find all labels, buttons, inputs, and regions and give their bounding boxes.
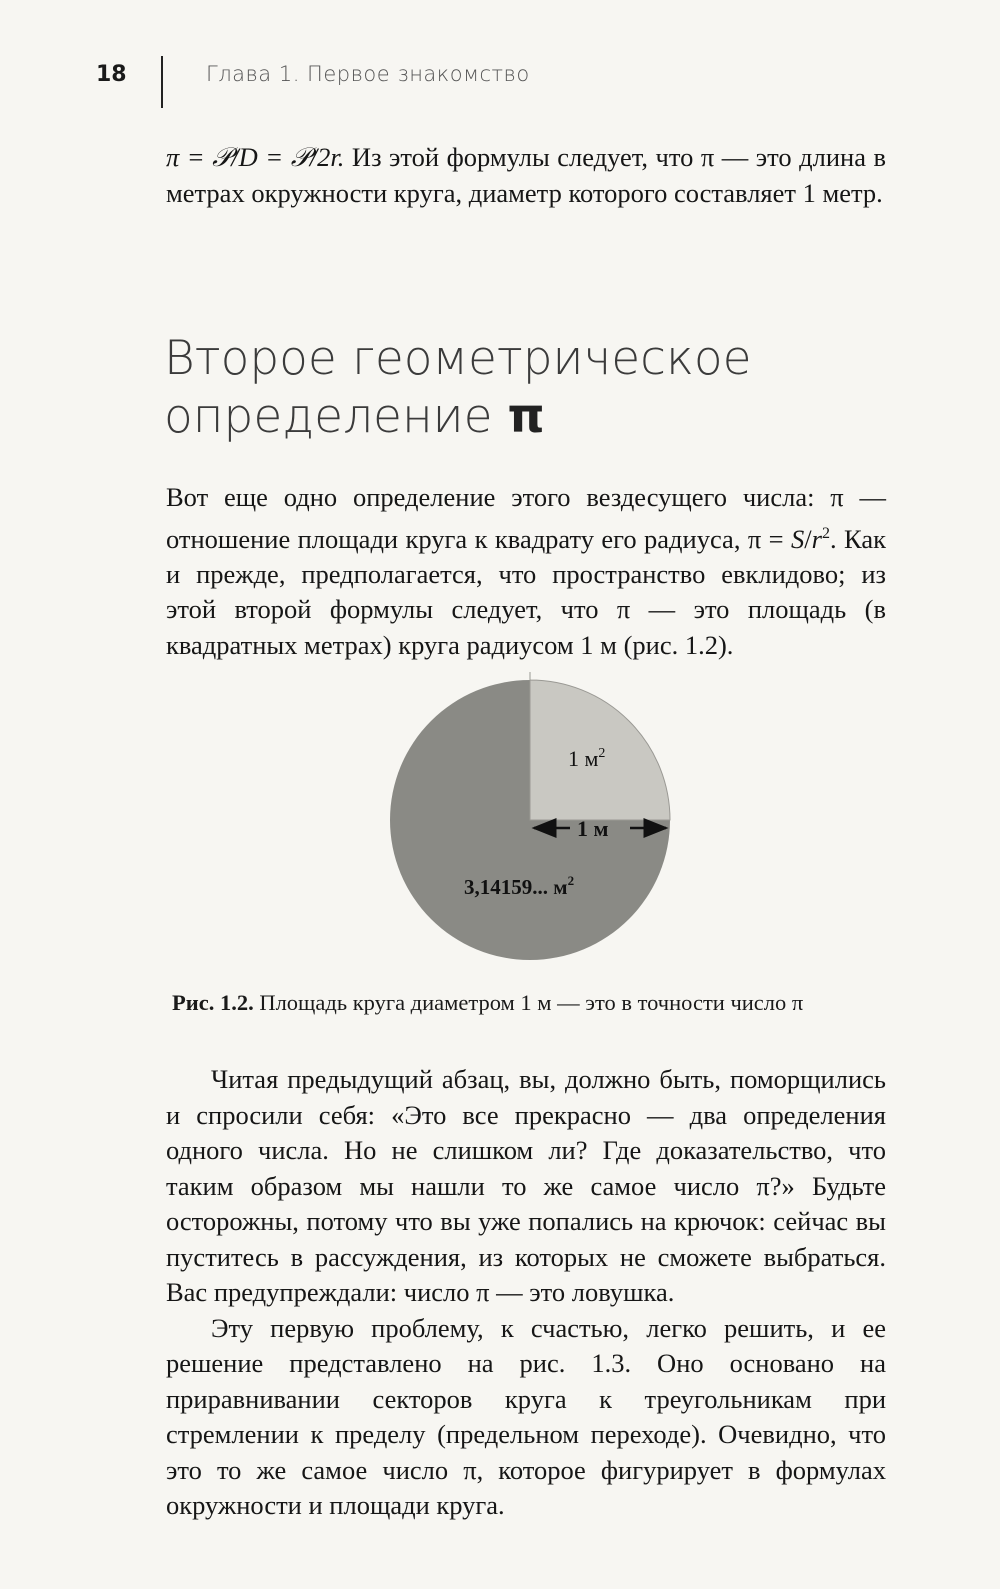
square-label: 1 $м^2$ <box>568 746 606 771</box>
formula-exponent: 2 <box>821 524 830 542</box>
area-label: 3,14159... $м^2$ <box>464 873 575 899</box>
paragraph-doubt: Читая предыдущий абзац, вы, должно быть, поморщились и спросили себя: «Это все прекрасно — два определения одного числа. Но не слишком ли? Где доказательство, что таким образом мы нашли то же самое число π?» Будьте осторожны, потому что вы уже попались на крючок: сейчас вы пуститесь в рассуждения, из которых не сможете выбраться. Вас предупреждали: число π — это ловушка. <box>166 1064 886 1307</box>
page-number: 18 <box>96 62 127 87</box>
pi-symbol: π <box>507 389 545 444</box>
heading-line2: определение <box>164 389 508 444</box>
paragraph-group-main <box>166 1062 886 1524</box>
section-heading <box>164 330 904 446</box>
caption-text: Площадь круга диаметром 1 м — это в точности число π <box>253 990 804 1015</box>
paragraph-text: Из этой формулы следует, что π — это длина в метрах окружности круга, диаметр которого составляет 1 метр. <box>166 142 886 208</box>
formula-r: r <box>811 523 822 554</box>
radius-label: 1 м <box>577 816 609 841</box>
heading-line1: Второе геометрическое <box>164 331 752 386</box>
circle-diagram <box>380 670 680 970</box>
running-head <box>96 50 896 110</box>
header-divider <box>161 56 163 108</box>
formula-circumference: π = 𝒫/D = 𝒫/2r. <box>166 142 345 172</box>
formula-slash: / <box>804 523 812 554</box>
paragraph-text: Вот еще одно определение этого вездесущего числа: π — отношение площади круга к квадрату его радиуса, π = <box>166 482 886 554</box>
paragraph-text: . Как и прежде, предполагается, что пространство евклидово; из этой второй формулы следует, что π — это площадь (в квадратных метрах) круга радиусом 1 м (рис. 1.2). <box>166 523 886 660</box>
paragraph-solution: Эту первую проблему, к счастью, легко решить, и ее решение представлено на рис. 1.3. Оно основано на приравнивании секторов круга к треугольникам при стремлении к пределу (предельном переходе). Очевидно, что это то же самое число π, которое фигурирует в формулах окружности и площади круга. <box>166 1312 886 1520</box>
figure-circle-area <box>380 670 680 970</box>
paragraph-circumference <box>166 140 886 211</box>
chapter-title: Глава 1. Первое знакомство <box>206 62 530 86</box>
unit-square <box>530 670 680 820</box>
formula-s: S <box>791 523 805 554</box>
paragraph-area <box>166 480 886 663</box>
figure-caption <box>172 988 892 1018</box>
caption-label: Рис. 1.2. <box>172 990 254 1015</box>
